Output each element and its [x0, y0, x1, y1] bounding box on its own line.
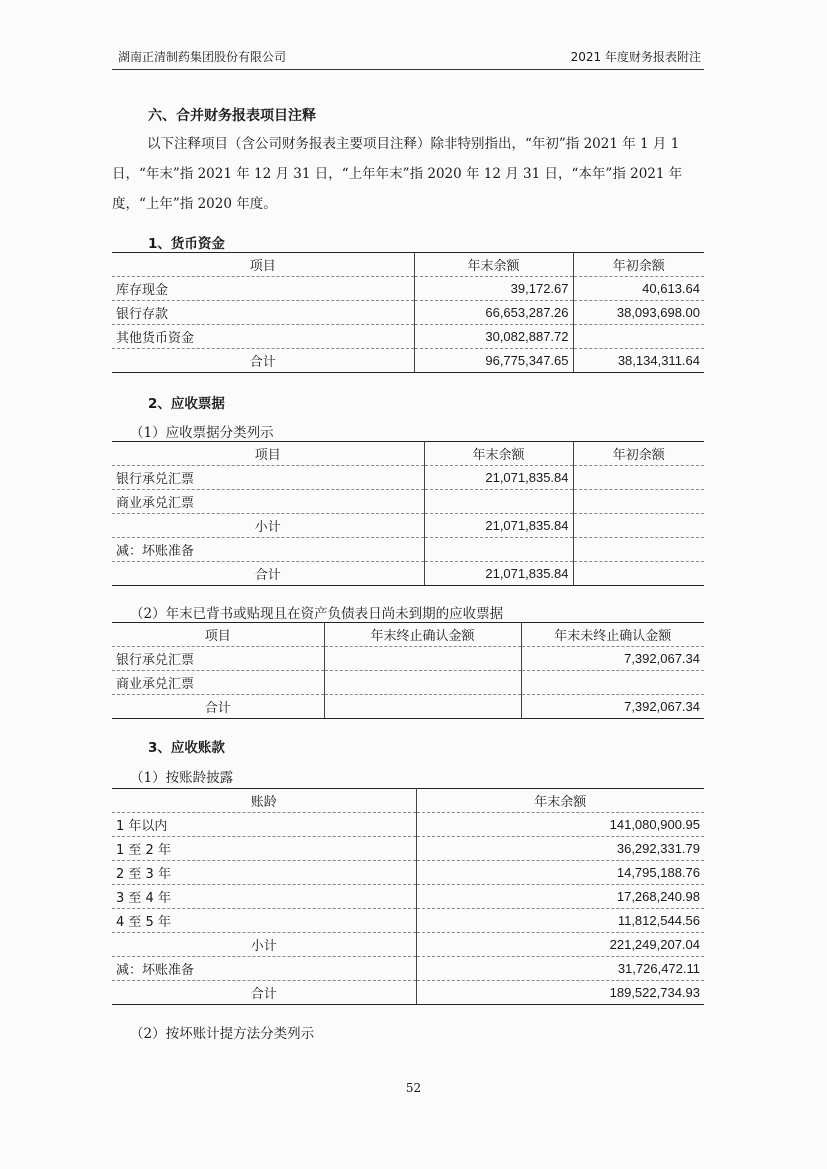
col-header: 年末余额: [414, 253, 573, 277]
cell-derecognized: [324, 647, 521, 671]
section-title: 六、合并财务报表项目注释: [148, 108, 316, 124]
row-label: 商业承兑汇票: [112, 490, 424, 514]
cell-year-end: 14,795,188.76: [416, 861, 704, 885]
cell-year-end: 17,268,240.98: [416, 885, 704, 909]
table-row: [112, 813, 704, 837]
table-row: [112, 885, 704, 909]
cell-year-end: 21,071,835.84: [424, 562, 573, 586]
header-rule: [112, 69, 704, 70]
table-row: [112, 325, 704, 349]
endorsed-notes-table: [112, 622, 704, 719]
table-subtotal-row: [112, 514, 704, 538]
cell-year-end: [424, 490, 573, 514]
row-label: 减：坏账准备: [112, 538, 424, 562]
notes-receivable-sub1-title: （1）应收票据分类列示: [130, 425, 274, 441]
cash-table: [112, 252, 704, 373]
row-label: 2 至 3 年: [112, 861, 416, 885]
cell-year-begin: 38,093,698.00: [573, 301, 704, 325]
accounts-receivable-sub1-title: （1）按账龄披露: [130, 770, 234, 786]
cell-year-end: 221,249,207.04: [416, 933, 704, 957]
header-company: 湖南正清制药集团股份有限公司: [118, 50, 287, 64]
row-label: 合计: [112, 562, 424, 586]
table-total-row: [112, 695, 704, 719]
cell-year-begin: 40,613.64: [573, 277, 704, 301]
table-row: [112, 538, 704, 562]
table-total-row: [112, 349, 704, 373]
col-header: 年末余额: [416, 789, 704, 813]
table-total-row: [112, 981, 704, 1005]
table-row: [112, 647, 704, 671]
cell-year-begin: [573, 325, 704, 349]
accounts-receivable-sub2-title: （2）按坏账计提方法分类列示: [130, 1026, 315, 1042]
col-header: 年初余额: [573, 253, 704, 277]
page-number: 52: [405, 1081, 422, 1095]
cell-year-begin: [573, 466, 704, 490]
cell-year-end: 30,082,887.72: [414, 325, 573, 349]
notes-receivable-title: 2、应收票据: [148, 396, 225, 412]
col-header: 年末未终止确认金额: [521, 623, 704, 647]
cell-year-begin: [573, 514, 704, 538]
table-header-row: [112, 623, 704, 647]
col-header: 项目: [112, 253, 414, 277]
cell-year-end: 31,726,472.11: [416, 957, 704, 981]
col-header: 年末余额: [424, 442, 573, 466]
table-row: [112, 466, 704, 490]
row-label: 1 年以内: [112, 813, 416, 837]
cell-year-end: 66,653,287.26: [414, 301, 573, 325]
row-label: 银行承兑汇票: [112, 647, 324, 671]
accounts-receivable-title: 3、应收账款: [148, 740, 225, 756]
row-label: 商业承兑汇票: [112, 671, 324, 695]
row-label: 合计: [112, 695, 324, 719]
cell-year-end: 189,522,734.93: [416, 981, 704, 1005]
cell-year-begin: 38,134,311.64: [573, 349, 704, 373]
row-label: 减：坏账准备: [112, 957, 416, 981]
col-header: 项目: [112, 623, 324, 647]
cell-year-end: 39,172.67: [414, 277, 573, 301]
cell-year-end: 21,071,835.84: [424, 514, 573, 538]
table-subtotal-row: [112, 933, 704, 957]
cell-year-begin: [573, 538, 704, 562]
cell-not-derecognized: [521, 671, 704, 695]
cash-title: 1、货币资金: [148, 236, 225, 252]
col-header: 年末终止确认金额: [324, 623, 521, 647]
table-row: [112, 837, 704, 861]
row-label: 小计: [112, 514, 424, 538]
table-row: [112, 861, 704, 885]
cell-year-end: 141,080,900.95: [416, 813, 704, 837]
col-header: 账龄: [112, 789, 416, 813]
table-row: [112, 301, 704, 325]
intro-paragraph: 以下注释项目（含公司财务报表主要项目注释）除非特别指出，“年初”指 2021 年 1 月 1 日，“年末”指 2021 年 12 月 31 日，“上年年末”指 2020 年 12 月 31 日，“本年”指 2021 年度，“上年”指 2020 年度。: [112, 136, 683, 212]
cell-year-begin: [573, 490, 704, 514]
cell-not-derecognized: 7,392,067.34: [521, 647, 704, 671]
cell-year-end: [424, 538, 573, 562]
cell-year-end: 21,071,835.84: [424, 466, 573, 490]
row-label: 其他货币资金: [112, 325, 414, 349]
row-label: 1 至 2 年: [112, 837, 416, 861]
row-label: 3 至 4 年: [112, 885, 416, 909]
cell-year-end: 11,812,544.56: [416, 909, 704, 933]
notes-receivable-sub2-title: （2）年末已背书或贴现且在资产负债表日尚未到期的应收票据: [130, 606, 504, 622]
header-report-title: 2021 年度财务报表附注: [570, 50, 701, 64]
row-label: 4 至 5 年: [112, 909, 416, 933]
table-total-row: [112, 562, 704, 586]
row-label: 小计: [112, 933, 416, 957]
table-row: [112, 909, 704, 933]
table-header-row: [112, 253, 704, 277]
table-header-row: [112, 442, 704, 466]
table-row: [112, 490, 704, 514]
cell-year-end: 96,775,347.65: [414, 349, 573, 373]
cell-derecognized: [324, 695, 521, 719]
row-label: 银行存款: [112, 301, 414, 325]
row-label: 合计: [112, 981, 416, 1005]
row-label: 合计: [112, 349, 414, 373]
col-header: 项目: [112, 442, 424, 466]
table-row: [112, 957, 704, 981]
col-header: 年初余额: [573, 442, 704, 466]
row-label: 银行承兑汇票: [112, 466, 424, 490]
aging-table: [112, 788, 704, 1005]
cell-year-end: 36,292,331.79: [416, 837, 704, 861]
row-label: 库存现金: [112, 277, 414, 301]
cell-derecognized: [324, 671, 521, 695]
table-row: [112, 671, 704, 695]
table-row: [112, 277, 704, 301]
cell-not-derecognized: 7,392,067.34: [521, 695, 704, 719]
cell-year-begin: [573, 562, 704, 586]
table-header-row: [112, 789, 704, 813]
notes-receivable-table: [112, 441, 704, 586]
